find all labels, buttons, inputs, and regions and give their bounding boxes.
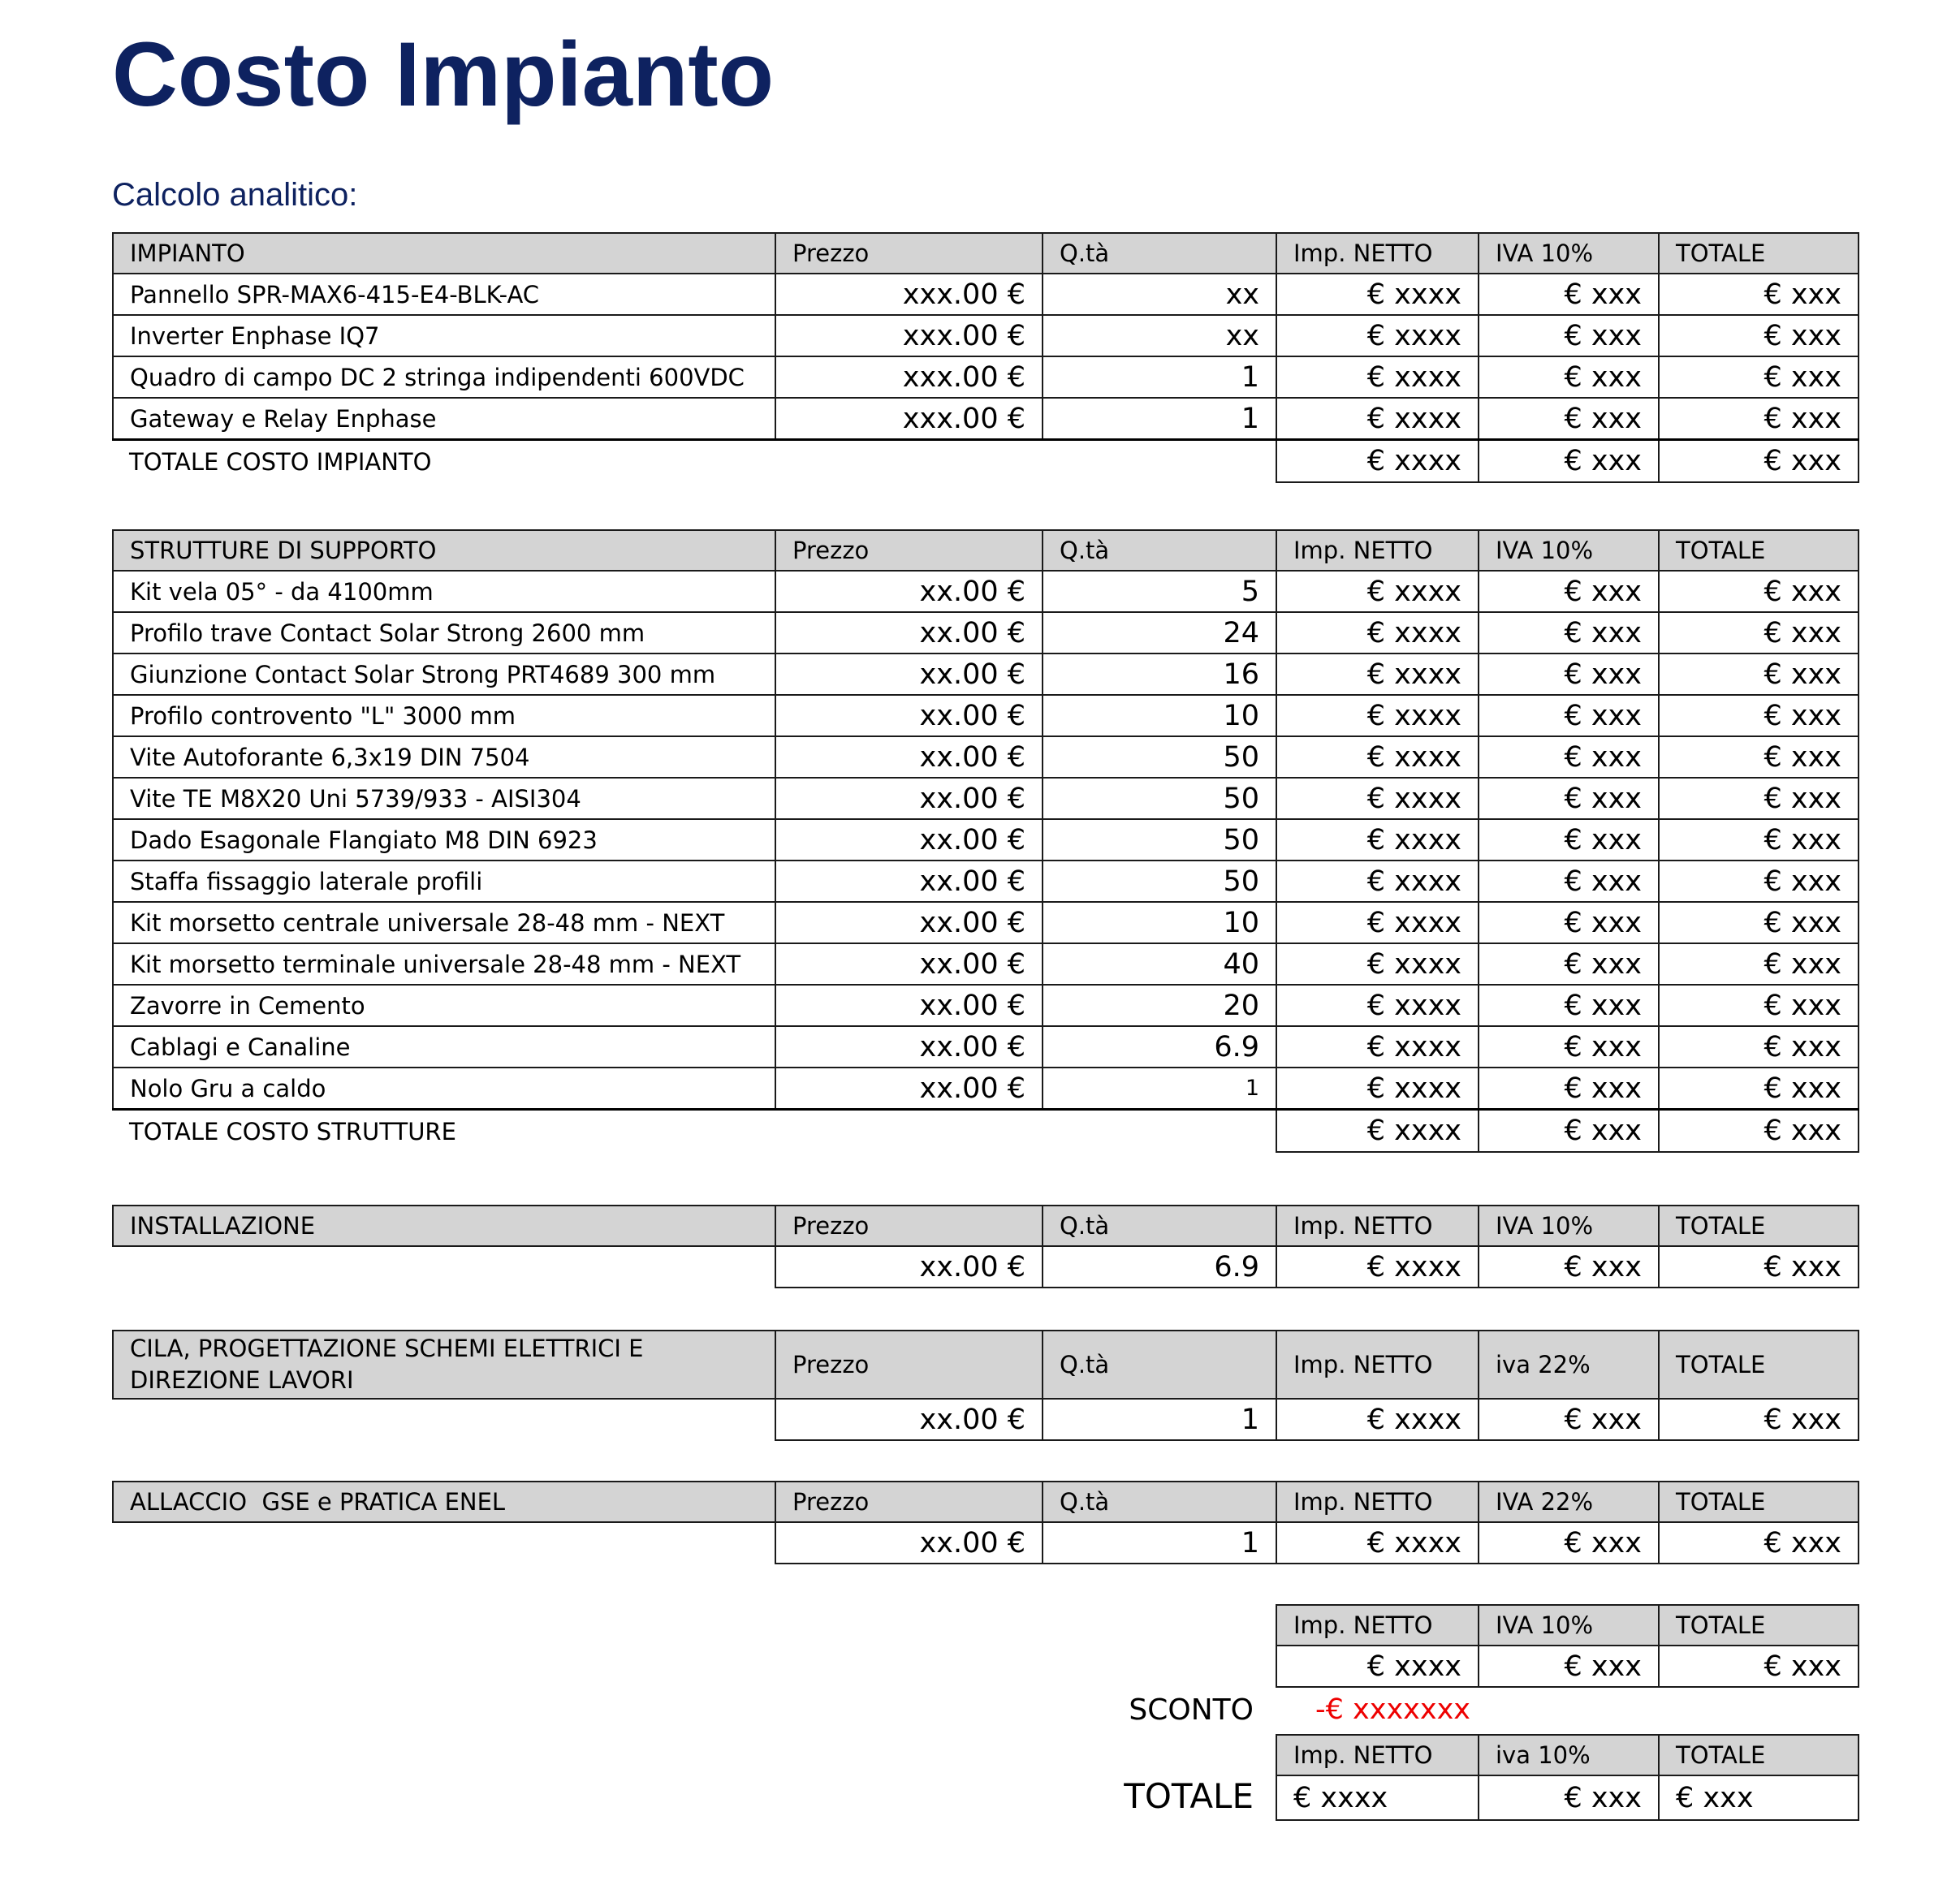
section-header: ALLACCIO GSE e PRATICA ENEL: [113, 1482, 775, 1522]
cell-qta: 1: [1043, 356, 1276, 398]
cell-description: Inverter Enphase IQ7: [113, 315, 775, 356]
column-header-netto: Imp. NETTO: [1276, 1206, 1479, 1246]
column-header-iva: IVA 22%: [1479, 1482, 1659, 1522]
cell-prezzo: xx.00 €: [775, 861, 1043, 902]
table-row: [113, 1522, 1859, 1564]
cell-prezzo: xx.00 €: [775, 1246, 1043, 1288]
cell-netto: € xxxx: [1276, 1522, 1479, 1564]
allaccio-table: [112, 1481, 1859, 1564]
cell-totale: € xxx: [1659, 1775, 1859, 1820]
cell-totale: € xxx: [1659, 1246, 1859, 1288]
cell-prezzo: xxx.00 €: [775, 274, 1043, 315]
cell-netto: € xxxx: [1276, 736, 1479, 778]
cell-netto: € xxxx: [1276, 315, 1479, 356]
column-header-qta: Q.tà: [1043, 1482, 1276, 1522]
cell-qta: 5: [1043, 571, 1276, 612]
cell-qta: 6.9: [1043, 1026, 1276, 1068]
table-header-row: [113, 1482, 1859, 1522]
page-title: Costo Impianto: [112, 24, 775, 125]
section-header: IMPIANTO: [113, 233, 775, 274]
cell-netto: € xxxx: [1276, 1026, 1479, 1068]
cell-iva: € xxx: [1479, 1026, 1659, 1068]
column-header-netto: Imp. NETTO: [1276, 530, 1479, 571]
cell-totale: € xxx: [1659, 902, 1859, 943]
cell-netto: € xxxx: [1276, 861, 1479, 902]
cell-totale: € xxx: [1659, 1646, 1859, 1687]
cell-netto: € xxxx: [1276, 1399, 1479, 1440]
column-header-iva: IVA 10%: [1479, 233, 1659, 274]
cell-totale: € xxx: [1659, 654, 1859, 695]
cell-netto: € xxxx: [1276, 819, 1479, 861]
table-row: [113, 1026, 1859, 1068]
cell-qta: 1: [1043, 1068, 1276, 1110]
installazione-table: [112, 1205, 1859, 1288]
cell-qta: 6.9: [1043, 1246, 1276, 1288]
cell-iva: € xxx: [1479, 861, 1659, 902]
cell-totale: € xxx: [1659, 819, 1859, 861]
cell-prezzo: xx.00 €: [775, 943, 1043, 985]
cell-netto: € xxxx: [1276, 356, 1479, 398]
column-header-prezzo: Prezzo: [775, 1206, 1043, 1246]
column-header-qta: Q.tà: [1043, 233, 1276, 274]
cell-prezzo: xx.00 €: [775, 1026, 1043, 1068]
cell-iva: € xxx: [1479, 902, 1659, 943]
cell-iva: € xxx: [1479, 943, 1659, 985]
cell-iva: € xxx: [1479, 1399, 1659, 1440]
cell-totale: € xxx: [1659, 1026, 1859, 1068]
table-row: [113, 612, 1859, 654]
table-row: [113, 654, 1859, 695]
cell-qta: 40: [1043, 943, 1276, 985]
column-header-iva: IVA 10%: [1479, 1605, 1659, 1646]
cell-totale: € xxx: [1659, 736, 1859, 778]
cell-description: Staffa fissaggio laterale profili: [113, 861, 775, 902]
cell-totale: € xxx: [1659, 398, 1859, 440]
column-header-iva: iva 22%: [1479, 1331, 1659, 1399]
cell-qta: 10: [1043, 695, 1276, 736]
cell-netto: € xxxx: [1276, 1775, 1479, 1820]
cell-description: Vite Autoforante 6,3x19 DIN 7504: [113, 736, 775, 778]
cell-description: Nolo Gru a caldo: [113, 1068, 775, 1110]
total-iva: € xxx: [1479, 1110, 1659, 1153]
table-row: [113, 1246, 1859, 1288]
table-row: [113, 736, 1859, 778]
cell-iva: € xxx: [1479, 736, 1659, 778]
cell-iva: € xxx: [1479, 778, 1659, 819]
cell-netto: € xxxx: [1276, 943, 1479, 985]
cell-description: Quadro di campo DC 2 stringa indipendenti 600VDC: [113, 356, 775, 398]
cell-iva: € xxx: [1479, 695, 1659, 736]
column-header-prezzo: Prezzo: [775, 530, 1043, 571]
column-header-netto: Imp. NETTO: [1276, 1482, 1479, 1522]
section-header: STRUTTURE DI SUPPORTO: [113, 530, 775, 571]
cell-netto: € xxxx: [1276, 695, 1479, 736]
cell-totale: € xxx: [1659, 943, 1859, 985]
cell-iva: € xxx: [1479, 398, 1659, 440]
column-header-netto: Imp. NETTO: [1276, 1605, 1479, 1646]
column-header-totale: TOTALE: [1659, 1482, 1859, 1522]
cell-netto: € xxxx: [1276, 398, 1479, 440]
total-totale: € xxx: [1659, 440, 1859, 483]
table-row: [113, 861, 1859, 902]
cell-prezzo: xx.00 €: [775, 654, 1043, 695]
cell-description: Kit vela 05° - da 4100mm: [113, 571, 775, 612]
table-row: [113, 315, 1859, 356]
cell-qta: 1: [1043, 1522, 1276, 1564]
cell-description: Pannello SPR-MAX6-415-E4-BLK-AC: [113, 274, 775, 315]
cell-iva: € xxx: [1479, 1775, 1659, 1820]
column-header-netto: Imp. NETTO: [1276, 1331, 1479, 1399]
sconto-label: SCONTO: [1129, 1693, 1254, 1727]
cell-netto: € xxxx: [1276, 1246, 1479, 1288]
column-header-qta: Q.tà: [1043, 1331, 1276, 1399]
cell-description: Giunzione Contact Solar Strong PRT4689 300 mm: [113, 654, 775, 695]
table-header-row: [113, 1331, 1859, 1399]
column-header-prezzo: Prezzo: [775, 1482, 1043, 1522]
cell-netto: € xxxx: [1276, 985, 1479, 1026]
cell-totale: € xxx: [1659, 695, 1859, 736]
column-header-netto: Imp. NETTO: [1276, 1735, 1479, 1775]
cell-description: Kit morsetto centrale universale 28-48 mm - NEXT: [113, 902, 775, 943]
cell-description: Profilo controvento "L" 3000 mm: [113, 695, 775, 736]
cell-netto: € xxxx: [1276, 1068, 1479, 1110]
cell-qta: 1: [1043, 1399, 1276, 1440]
column-header-totale: TOTALE: [1659, 1206, 1859, 1246]
cell-qta: 10: [1043, 902, 1276, 943]
column-header-qta: Q.tà: [1043, 1206, 1276, 1246]
total-row: [113, 440, 1859, 483]
cell-prezzo: xxx.00 €: [775, 315, 1043, 356]
cell-prezzo: xx.00 €: [775, 695, 1043, 736]
cell-netto: € xxxx: [1276, 778, 1479, 819]
table-row: [113, 902, 1859, 943]
section-subtitle: Calcolo analitico:: [112, 177, 358, 213]
cell-iva: € xxx: [1479, 1522, 1659, 1564]
totale-label: TOTALE: [1124, 1776, 1254, 1816]
cell-qta: xx: [1043, 274, 1276, 315]
cell-totale: € xxx: [1659, 571, 1859, 612]
impianto-table: [112, 232, 1859, 483]
total-netto: € xxxx: [1276, 440, 1479, 483]
cell-description: Gateway e Relay Enphase: [113, 398, 775, 440]
table-header-row: [113, 530, 1859, 571]
cell-iva: € xxx: [1479, 819, 1659, 861]
sconto-value: -€ xxxxxxx: [1315, 1693, 1471, 1726]
table-row: [113, 398, 1859, 440]
column-header-iva: IVA 10%: [1479, 1206, 1659, 1246]
final-total-table: [1276, 1734, 1859, 1821]
cell-description: Profilo trave Contact Solar Strong 2600 mm: [113, 612, 775, 654]
cell-description: Kit morsetto terminale universale 28-48 mm - NEXT: [113, 943, 775, 985]
table-row: [113, 943, 1859, 985]
cell-description: Zavorre in Cemento: [113, 985, 775, 1026]
cell-description: Cablagi e Canaline: [113, 1026, 775, 1068]
total-label: TOTALE COSTO IMPIANTO: [129, 447, 432, 476]
cell-iva: € xxx: [1479, 274, 1659, 315]
cell-iva: € xxx: [1479, 612, 1659, 654]
table-row: [113, 1399, 1859, 1440]
table-row: [1276, 1646, 1859, 1687]
cell-prezzo: xxx.00 €: [775, 356, 1043, 398]
column-header-iva: IVA 10%: [1479, 530, 1659, 571]
table-row: [113, 778, 1859, 819]
cell-qta: 50: [1043, 736, 1276, 778]
cell-prezzo: xx.00 €: [775, 1522, 1043, 1564]
table-row: [1276, 1775, 1859, 1820]
cell-prezzo: xx.00 €: [775, 1068, 1043, 1110]
cell-netto: € xxxx: [1276, 274, 1479, 315]
cell-iva: € xxx: [1479, 1246, 1659, 1288]
cell-qta: xx: [1043, 315, 1276, 356]
cell-totale: € xxx: [1659, 1068, 1859, 1110]
cell-qta: 1: [1043, 398, 1276, 440]
table-row: [113, 571, 1859, 612]
table-row: [113, 819, 1859, 861]
cell-prezzo: xx.00 €: [775, 902, 1043, 943]
cell-qta: 20: [1043, 985, 1276, 1026]
cell-qta: 24: [1043, 612, 1276, 654]
table-row: [113, 356, 1859, 398]
column-header-totale: TOTALE: [1659, 530, 1859, 571]
cell-prezzo: xxx.00 €: [775, 398, 1043, 440]
cell-iva: € xxx: [1479, 571, 1659, 612]
column-header-prezzo: Prezzo: [775, 1331, 1043, 1399]
cell-netto: € xxxx: [1276, 902, 1479, 943]
cell-totale: € xxx: [1659, 985, 1859, 1026]
cell-prezzo: xx.00 €: [775, 778, 1043, 819]
cell-description: Dado Esagonale Flangiato M8 DIN 6923: [113, 819, 775, 861]
total-netto: € xxxx: [1276, 1110, 1479, 1153]
column-header-totale: TOTALE: [1659, 1331, 1859, 1399]
cell-iva: € xxx: [1479, 1068, 1659, 1110]
column-header-totale: TOTALE: [1659, 233, 1859, 274]
cell-totale: € xxx: [1659, 861, 1859, 902]
table-header-row: [113, 233, 1859, 274]
cell-netto: € xxxx: [1276, 612, 1479, 654]
cell-iva: € xxx: [1479, 356, 1659, 398]
table-row: [113, 985, 1859, 1026]
cell-netto: € xxxx: [1276, 571, 1479, 612]
cell-iva: € xxx: [1479, 1646, 1659, 1687]
cell-totale: € xxx: [1659, 274, 1859, 315]
cell-iva: € xxx: [1479, 985, 1659, 1026]
cell-netto: € xxxx: [1276, 654, 1479, 695]
cell-totale: € xxx: [1659, 1399, 1859, 1440]
column-header-prezzo: Prezzo: [775, 233, 1043, 274]
cell-totale: € xxx: [1659, 612, 1859, 654]
strutture-table: [112, 529, 1859, 1153]
cell-prezzo: xx.00 €: [775, 985, 1043, 1026]
table-row: [113, 274, 1859, 315]
cell-prezzo: xx.00 €: [775, 1399, 1043, 1440]
cell-prezzo: xx.00 €: [775, 571, 1043, 612]
table-row: [113, 695, 1859, 736]
cell-prezzo: xx.00 €: [775, 736, 1043, 778]
total-totale: € xxx: [1659, 1110, 1859, 1153]
cell-qta: 50: [1043, 778, 1276, 819]
cell-prezzo: xx.00 €: [775, 819, 1043, 861]
cell-iva: € xxx: [1479, 315, 1659, 356]
summary-table: [1276, 1604, 1859, 1688]
cell-iva: € xxx: [1479, 654, 1659, 695]
total-row: [113, 1110, 1859, 1153]
table-row: [113, 1068, 1859, 1110]
total-label: TOTALE COSTO STRUTTURE: [129, 1117, 456, 1145]
table-header-row: [113, 1206, 1859, 1246]
cell-netto: € xxxx: [1276, 1646, 1479, 1687]
column-header-totale: TOTALE: [1659, 1605, 1859, 1646]
column-header-totale: TOTALE: [1659, 1735, 1859, 1775]
cell-totale: € xxx: [1659, 315, 1859, 356]
column-header-qta: Q.tà: [1043, 530, 1276, 571]
cell-qta: 50: [1043, 861, 1276, 902]
section-header: INSTALLAZIONE: [113, 1206, 775, 1246]
table-header-row: [1276, 1735, 1859, 1775]
total-iva: € xxx: [1479, 440, 1659, 483]
cell-description: Vite TE M8X20 Uni 5739/933 - AISI304: [113, 778, 775, 819]
cell-qta: 16: [1043, 654, 1276, 695]
cila-table: [112, 1330, 1859, 1441]
column-header-netto: Imp. NETTO: [1276, 233, 1479, 274]
cell-totale: € xxx: [1659, 778, 1859, 819]
table-header-row: [1276, 1605, 1859, 1646]
section-header: CILA, PROGETTAZIONE SCHEMI ELETTRICI E DIREZIONE LAVORI: [113, 1331, 775, 1399]
column-header-iva: iva 10%: [1479, 1735, 1659, 1775]
cell-totale: € xxx: [1659, 1522, 1859, 1564]
cell-prezzo: xx.00 €: [775, 612, 1043, 654]
cell-qta: 50: [1043, 819, 1276, 861]
cell-totale: € xxx: [1659, 356, 1859, 398]
